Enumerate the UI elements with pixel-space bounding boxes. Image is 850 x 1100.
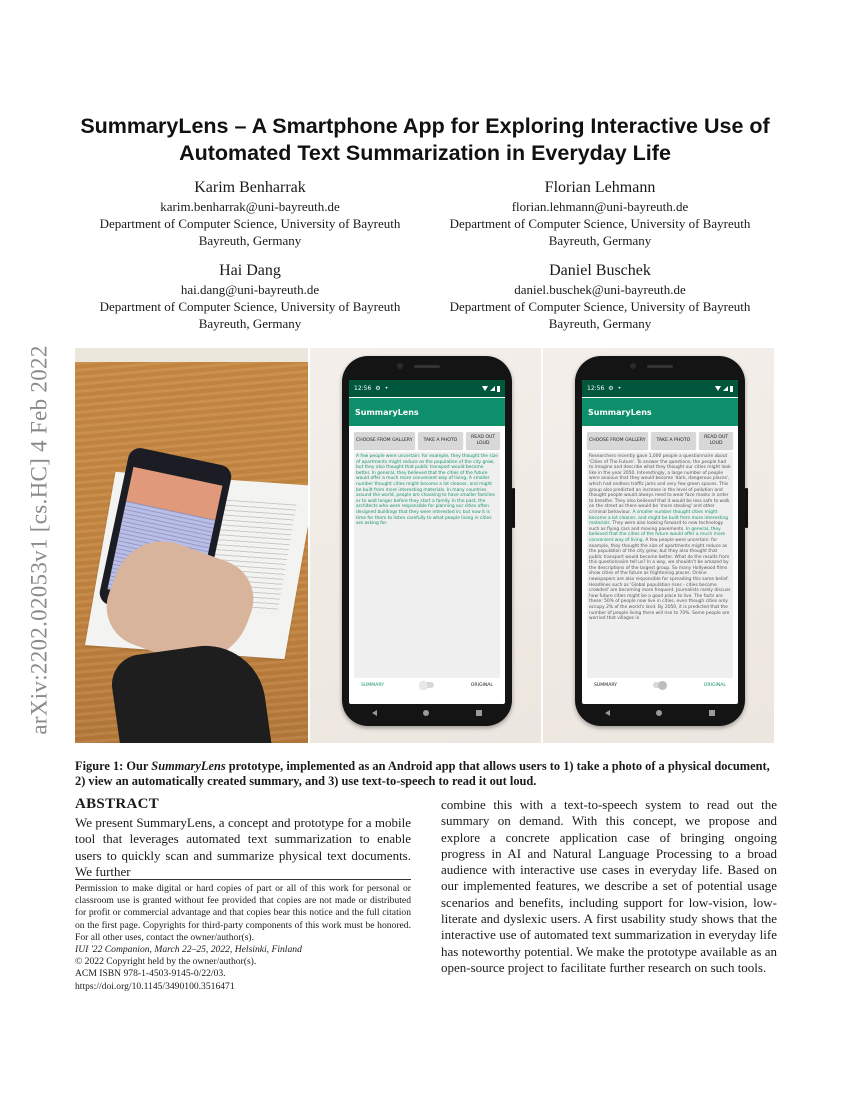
app-bar [582,398,738,426]
venue-info: IUI '22 Companion, March 22–25, 2022, Helsinki, Finland [75,944,302,956]
isbn-line: ACM ISBN 978-1-4503-9145-0/22/03. [75,968,226,980]
summary-toggle-label[interactable]: SUMMARY [594,682,618,688]
read-out-loud-button[interactable]: READ OUT LOUD [699,432,733,449]
notification-dot-icon: • [617,385,622,392]
android-nav-bar [582,704,738,722]
author-location: Bayreuth, Germany [198,233,302,248]
author-location: Bayreuth, Germany [198,316,302,331]
abstract-text-right: combine this with a text-to-speech system to read out the summary on demand. With this concept, we propose and explore a concrete application case of bringing ongoing progress in AI and Natural Language Processing to a broad audience with interactive use cases in everyday life. Based on our implemented features, we describe a set of potential usage scenarios and benefits, including support for low-vision, low-literate and dyslexic users. A first usability study shows that the interactive use of automated text summarization in everyday life has noteworthy potential. We make the prototype available as an open-source project to facilitate further research on such tools. [441,797,777,975]
phone-screen [349,380,505,704]
signal-icon [490,386,495,391]
android-nav-bar [349,704,505,722]
phone-frame [342,356,512,726]
author-affiliation: Department of Computer Science, University of Bayreuth [449,299,751,314]
permission-notice: Permission to make digital or hard copies of part or all of this work for personal or classroom use is granted without fee provided that copies are not made or distributed for profit or commercial advantage and that copies bear this notice and the full citation on the first page. Copyrights for third-party components of this work must be honored. For all other uses, contact the owner/author(s). [75,883,411,943]
home-icon[interactable] [423,710,429,716]
author-name: Hai Dang [219,262,281,279]
phone-frame [575,356,745,726]
summary-text-area[interactable]: A few people were uncertain: for example, they thought the size of apartments might reduce as the population of the city grew, but they also thought that public transport would become better. In general, they believed that the cities of the future would offer a much more convenient way of living. A smaller number thought cities might become a lot cleaner, and might be built from more interesting materials. In many countries around the world, people are choosing to have smaller families or to wait longer before they start a family. In the past, the architects who were responsible for planning our cities often designed buildings that they were interested in; but now it is time for them to listen carefully to what people living in cities are asking for. [354,452,500,678]
author-email: daniel.buschek@uni-bayreuth.de [514,282,686,297]
author-name: Florian Lehmann [544,179,656,196]
figure-1 [75,348,775,743]
app-bar [349,398,505,426]
choose-from-gallery-button[interactable]: CHOOSE FROM GALLERY [354,432,415,449]
author-name: Daniel Buschek [549,262,651,279]
copyright-line: © 2022 Copyright held by the owner/author(s). [75,956,257,968]
original-text: Researchers recently gave 1,000 people a questionnaire about 'Cities of The Future'. To answer the questions, the people had to imagine and describe what they thought our cities might look like in the year 2050. Interestingly, a large number of people were anxious that they would become 'dark, dangerous places', which had endless traffic jams and very few green spaces. This group also predicted an increase in the level of pollution and thought people would always need to wear face masks in order to breathe. They also believed that it would be less safe to walk on the street as there would be 'more stealing' and other criminal behaviour. [589,454,731,515]
summary-toggle-label[interactable]: SUMMARY [361,682,385,688]
author-location: Bayreuth, Germany [548,233,652,248]
author-email: florian.lehmann@uni-bayreuth.de [511,199,689,214]
abstract-text-left: We present SummaryLens, a concept and prototype for a mobile tool that leverages automated text summarization to enable users to quickly scan and summarize physical text documents. We further [75,815,411,879]
status-bar [349,380,505,397]
arxiv-stamp [20,290,60,790]
author-block [75,178,775,332]
app-title: SummaryLens [588,407,652,417]
home-icon[interactable] [656,710,662,716]
camera-icon [397,363,403,369]
take-photo-button[interactable]: TAKE A PHOTO [418,432,464,449]
gear-icon: ⚙ [375,385,381,392]
read-out-loud-button[interactable]: READ OUT LOUD [466,432,500,449]
original-toggle-label[interactable]: ORIGINAL [703,682,726,688]
app-name-italic: SummaryLens [151,759,226,773]
footnote-divider [75,879,411,880]
author-entry [425,261,775,332]
author-affiliation: Department of Computer Science, University of Bayreuth [99,216,401,231]
phone-screen [582,380,738,704]
side-button [745,488,748,528]
author-email: hai.dang@uni-bayreuth.de [180,282,320,297]
author-entry [425,178,775,249]
author-affiliation: Department of Computer Science, University of Bayreuth [99,299,401,314]
arxiv-identifier: arXiv:2202.02053v1 [cs.HC] 4 Feb 2022 [27,345,53,735]
view-toggle [582,678,738,692]
highlighted-summary-sentence: A smaller number thought cities might become a lot cleaner, and might be built from more interesting materials. [589,509,729,527]
author-entry [75,261,425,332]
back-icon[interactable] [372,710,377,716]
notification-dot-icon: • [384,385,389,392]
status-time: 12:56 [587,385,605,392]
author-entry [75,178,425,249]
figure-caption: Figure 1: Our SummaryLens prototype, implemented as an Android app that allows users to 1) take a photo of a physical document, 2) view an automatically created summary, and 3) use text-to-speech to read it out loud. [75,759,770,788]
doi-link[interactable]: https://doi.org/10.1145/3490100.3516471 [75,980,235,992]
take-photo-button[interactable]: TAKE A PHOTO [651,432,697,449]
highlighted-summary-sentence: In general, they believed that the cities of the future would offer a much more convenient way of living. [589,526,726,543]
original-text-area[interactable] [587,452,733,678]
paper-title: SummaryLens – A Smartphone App for Exploring Interactive Use of Automated Text Summarization in Everyday Life [80,114,770,165]
app-screenshot-summary [310,348,541,743]
battery-icon [497,386,500,392]
gear-icon: ⚙ [608,385,614,392]
battery-icon [730,386,733,392]
camera-icon [630,363,636,369]
author-affiliation: Department of Computer Science, University of Bayreuth [449,216,751,231]
author-email: karim.benharrak@uni-bayreuth.de [160,199,340,214]
app-title: SummaryLens [355,407,419,417]
permission-footnote [75,883,411,993]
action-buttons [582,426,738,452]
original-text: A few people were uncertain: for example, they thought the size of apartments might reduce as the population of the city grew, but they also thought that public transport would become better. What do the results from this questionnaire tell us? In a way, we shouldn't be amazed by the descriptions of the largest group. So many Hollywood films show cities of the future as frightening places. Online newspapers are also responsible for spreading this same belief. Headlines such as 'Global population rises - cities become crowded' are becoming more frequent. Journalists rarely discuss how future cities might be a good place to live. The facts are these: 50% of people now live in cities, even though cities only occupy 2% of the world's land. By 2050, it is predicted that the number of people living there will rise to 70%. Some people are worried that villages in [589,537,731,622]
choose-from-gallery-button[interactable]: CHOOSE FROM GALLERY [587,432,648,449]
earpiece [414,365,440,368]
original-text: They were also looking forward to new technology such as flying cars and moving pavements. [589,521,724,532]
photo-taking-document-photo [75,348,308,743]
wifi-icon [715,386,721,391]
wifi-icon [482,386,488,391]
earpiece [647,365,673,368]
app-screenshot-original [543,348,774,743]
status-bar [582,380,738,397]
signal-icon [723,386,728,391]
recent-apps-icon[interactable] [709,710,715,716]
view-toggle [349,678,505,692]
recent-apps-icon[interactable] [476,710,482,716]
original-toggle-label[interactable]: ORIGINAL [470,682,493,688]
action-buttons [349,426,505,452]
author-location: Bayreuth, Germany [548,316,652,331]
back-icon[interactable] [605,710,610,716]
abstract-heading: ABSTRACT [75,796,160,812]
status-time: 12:56 [354,385,372,392]
side-button [512,488,515,528]
author-name: Karim Benharrak [194,179,306,196]
summary-original-switch[interactable] [653,682,667,688]
summary-original-switch[interactable] [420,682,434,688]
